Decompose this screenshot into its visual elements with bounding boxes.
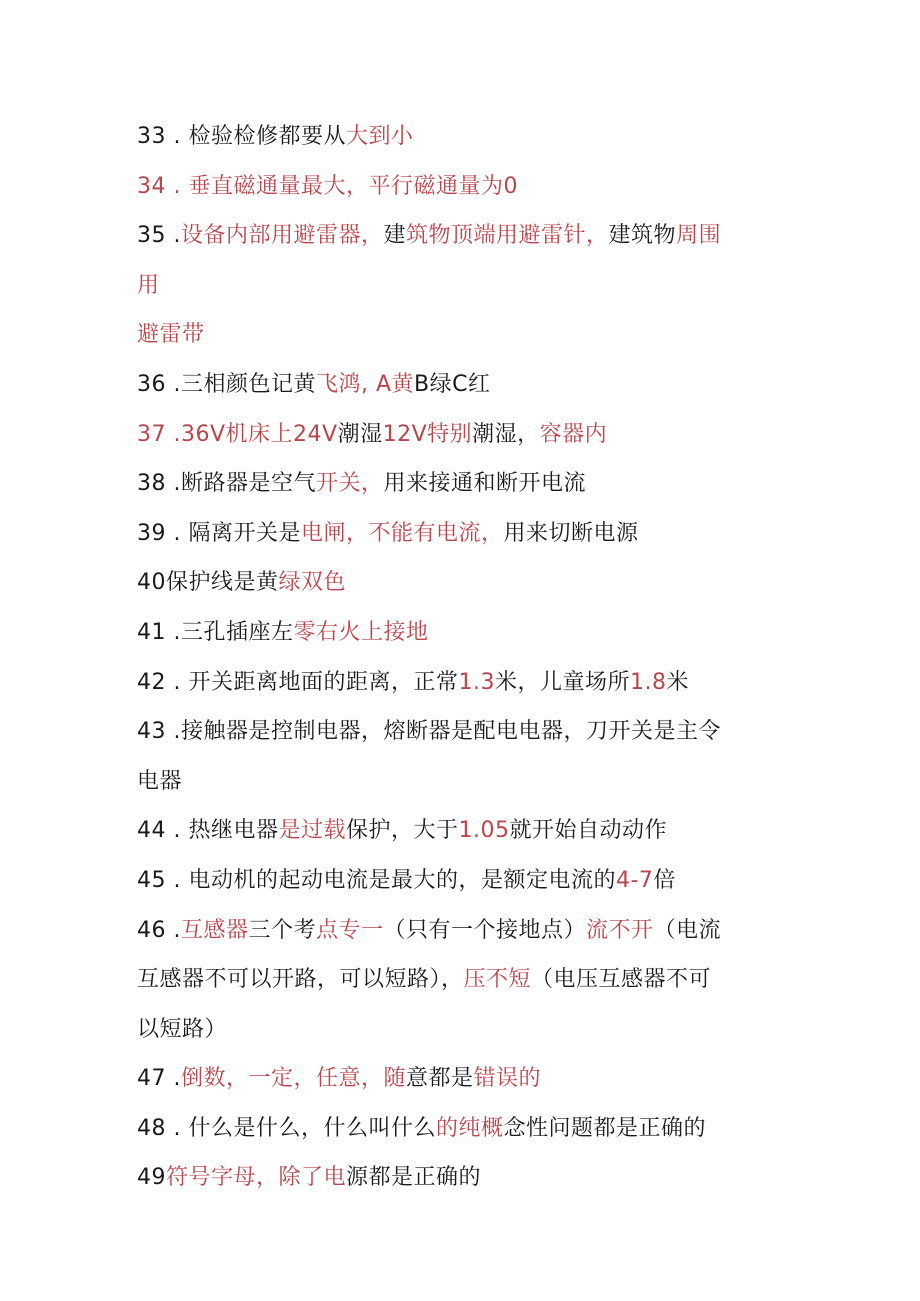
highlighted-text: 4-7 bbox=[615, 867, 654, 893]
text-line bbox=[137, 509, 797, 559]
text-line bbox=[137, 1005, 797, 1055]
body-text: 38 .断路器是空气 bbox=[137, 471, 316, 497]
body-text: 39 . 隔离开关是 bbox=[137, 520, 301, 546]
body-text: B绿C红 bbox=[414, 371, 491, 397]
body-text: 用来切断电源 bbox=[503, 520, 639, 546]
body-text: 33 . 检验检修都要从 bbox=[137, 124, 346, 149]
body-text: 意都是 bbox=[406, 1066, 474, 1092]
text-line bbox=[137, 211, 797, 261]
text-line bbox=[137, 459, 797, 509]
text-line bbox=[137, 112, 797, 162]
text-line bbox=[137, 1104, 797, 1154]
text-line bbox=[137, 955, 797, 1005]
highlighted-text: 部用避雷器， bbox=[248, 223, 384, 249]
highlighted-text: 零右火上接地 bbox=[293, 619, 429, 645]
highlighted-text: 符号字母，除了电 bbox=[166, 1165, 347, 1191]
body-text: 潮湿 bbox=[337, 421, 383, 447]
body-text: 42 . 开关距离地面的距离，正常 bbox=[137, 669, 459, 695]
highlighted-text: 开关， bbox=[315, 471, 384, 497]
highlighted-text: 34 . 垂直磁通量最大，平行磁通量为0 bbox=[137, 173, 518, 199]
body-text: 41 .三孔插座左 bbox=[137, 619, 294, 645]
body-text: 互感器不可以开路，可以短路）， bbox=[137, 967, 464, 993]
text-line bbox=[137, 856, 797, 906]
highlighted-text: 1.05 bbox=[458, 818, 510, 844]
text-line bbox=[137, 906, 797, 956]
highlighted-text: 机床上24V bbox=[225, 421, 338, 447]
body-text: 用来接通和断开电流 bbox=[383, 471, 587, 497]
body-text: 米 bbox=[666, 669, 690, 695]
body-text: （只有一个接地点） bbox=[383, 917, 587, 943]
highlighted-text: 容器内 bbox=[539, 421, 608, 447]
highlighted-text: 流不开 bbox=[586, 917, 654, 943]
text-line bbox=[137, 707, 797, 757]
text-line bbox=[137, 1153, 797, 1203]
body-text: 就开始自动动作 bbox=[509, 818, 668, 844]
highlighted-text: 1.3 bbox=[458, 669, 495, 695]
body-text: 35 . bbox=[137, 223, 181, 249]
highlighted-text: 用 bbox=[137, 272, 160, 298]
body-text: 以短路） bbox=[137, 1016, 228, 1042]
highlighted-text: 12V bbox=[382, 421, 428, 447]
body-text: 43 .接触器是控制电器，熔断器是配电电器，刀开关是主令 bbox=[137, 719, 721, 745]
text-line bbox=[137, 261, 797, 311]
body-text: 49 bbox=[137, 1165, 166, 1191]
highlighted-text: 飞鸿, bbox=[315, 371, 369, 397]
body-text: 电器 bbox=[137, 768, 183, 794]
highlighted-text: 筑物顶端用避雷针， bbox=[406, 223, 609, 249]
text-line bbox=[137, 608, 797, 658]
body-text: 源都是正确的 bbox=[346, 1165, 482, 1191]
highlighted-text: 周围 bbox=[676, 223, 722, 249]
text-line bbox=[137, 757, 797, 807]
highlighted-text: 错误的 bbox=[473, 1066, 542, 1092]
body-text: 建筑物 bbox=[608, 223, 677, 249]
highlighted-text: 电闸， bbox=[300, 520, 369, 546]
body-text: （电压互感器不可 bbox=[531, 967, 712, 993]
text-line bbox=[137, 360, 797, 410]
text-line bbox=[137, 310, 797, 360]
highlighted-text: 压不短 bbox=[463, 967, 532, 993]
highlighted-text: A黄 bbox=[368, 371, 415, 397]
text-line bbox=[137, 162, 797, 212]
highlighted-text: 绿双色 bbox=[278, 570, 347, 596]
text-line bbox=[137, 558, 797, 608]
body-text: 建 bbox=[383, 223, 407, 249]
body-text: 保护，大于 bbox=[346, 818, 459, 844]
body-text: 念性问题都是正确的 bbox=[503, 1115, 707, 1141]
text-line bbox=[137, 410, 797, 460]
body-text: 46 . bbox=[137, 917, 181, 943]
text-line bbox=[137, 1054, 797, 1104]
body-text: 倍 bbox=[653, 867, 676, 893]
body-text: 45 . 电动机的起动电流是最大的，是额定电流的 bbox=[137, 867, 616, 893]
body-text: 47 . bbox=[137, 1066, 181, 1092]
body-text: 三个考 bbox=[248, 917, 317, 943]
body-text: 米，儿童场所 bbox=[494, 669, 630, 695]
body-text: 潮湿， bbox=[472, 421, 540, 447]
highlighted-text: 特别 bbox=[427, 421, 473, 447]
highlighted-text: 设备内 bbox=[180, 223, 249, 249]
text-line bbox=[137, 806, 797, 856]
body-text: 44 . 热继电器 bbox=[137, 818, 279, 844]
body-text: 40保护线是黄 bbox=[137, 570, 279, 596]
body-text: （电流 bbox=[653, 917, 722, 943]
text-line bbox=[137, 658, 797, 708]
highlighted-text: 互感器 bbox=[180, 917, 249, 943]
highlighted-text: 大到小 bbox=[345, 124, 414, 149]
highlighted-text: 的纯概 bbox=[435, 1115, 504, 1141]
document-body bbox=[137, 112, 797, 1203]
highlighted-text: 避雷带 bbox=[137, 322, 205, 348]
body-text: 48 . 什么是什么，什么叫什么 bbox=[137, 1115, 436, 1141]
body-text: 36 .三相颜色记黄 bbox=[137, 371, 316, 397]
highlighted-text: 37 .36V bbox=[137, 421, 226, 447]
highlighted-text: 不能有电流， bbox=[368, 520, 504, 546]
highlighted-text: 倒数，一定，任意，随 bbox=[180, 1066, 406, 1092]
highlighted-text: 1.8 bbox=[630, 669, 667, 695]
highlighted-text: 是过载 bbox=[278, 818, 346, 844]
highlighted-text: 点专一 bbox=[316, 917, 384, 943]
